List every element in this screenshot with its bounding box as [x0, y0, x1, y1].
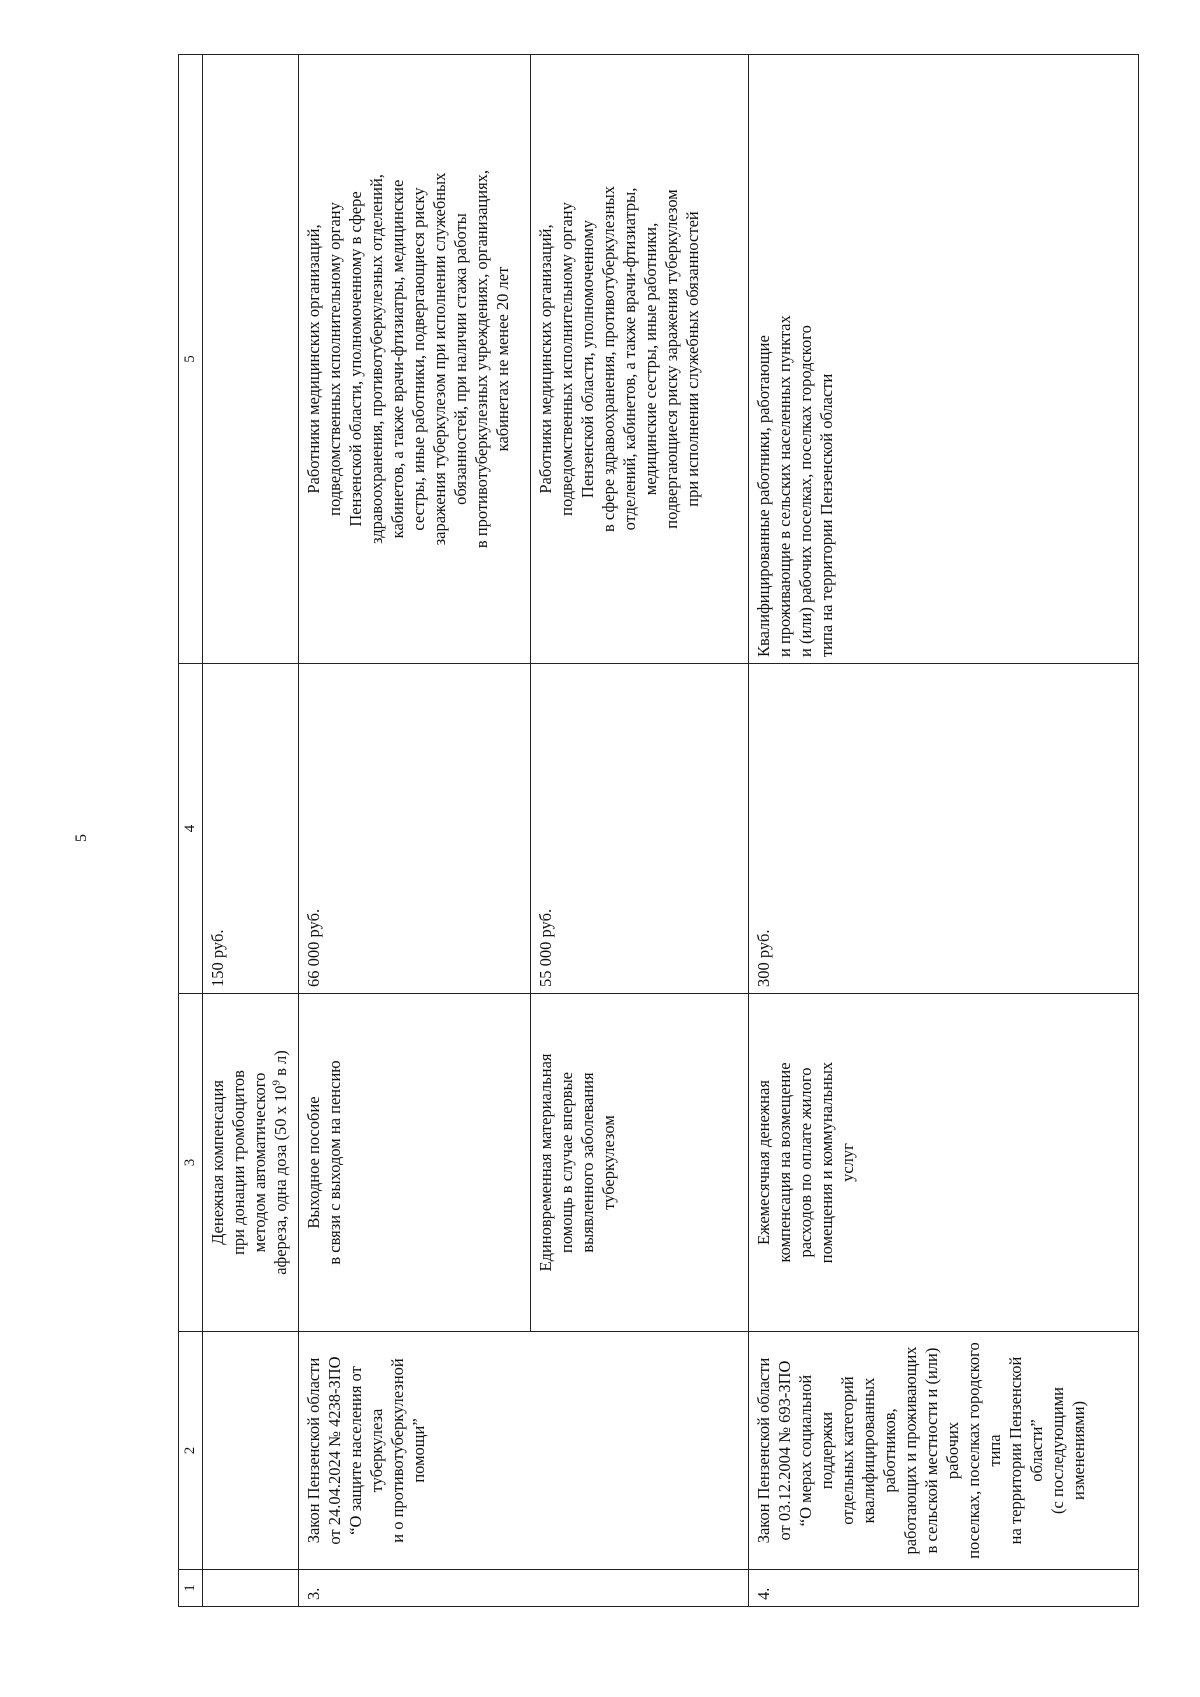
row4-amount-cell: 300 руб. [749, 664, 1139, 994]
row4-law-line: (с последующими изменениями) [1048, 1387, 1088, 1514]
continued-benefit-line: при донации тромбоцитов [229, 1070, 248, 1255]
rotated-table-wrapper [178, 55, 1138, 1607]
continued-benefit-line: Денежная компенсация [208, 1080, 227, 1245]
col-header-1: 1 [179, 1570, 203, 1607]
row3b-benefit-line: помощь в случае впервые [557, 1072, 576, 1254]
row4-recipients-line: Квалифицированные работники, работающие [754, 335, 773, 657]
row3a-recipients-line: здравоохранения, противотуберкулезных отделений, [367, 174, 386, 544]
row3a-recipients-line: в противотуберкулезных учреждениях, организациях, [472, 169, 491, 549]
page-number: 5 [73, 834, 90, 842]
row3a-recipients-line: кабинетов, а также врачи-фтизиатры, медицинские [388, 179, 407, 539]
row3-law-line: и о противотуберкулезной помощи” [388, 1358, 428, 1543]
benefits-table [178, 54, 1139, 1607]
column-number-header [179, 55, 203, 1607]
row3a-recipients-line: Работники медицинских организаций, [304, 224, 323, 494]
continued-recipients-cell [203, 55, 299, 664]
row3b-recipients-cell [531, 55, 749, 664]
dose-exponent: 9 [270, 1080, 283, 1086]
row4-law-line: Закон Пензенской области [754, 1357, 773, 1544]
row3-num-cell: 3. [299, 1570, 749, 1607]
continued-benefit-cell [203, 994, 299, 1332]
row4-law-line: отдельных категорий [838, 1376, 857, 1525]
row3a-recipients-line: сестры, иные работники, подвергающиеся риску [409, 187, 428, 531]
row3a-recipients-cell [299, 55, 531, 664]
row3b-recipients-line: подведомственных исполнительному органу [557, 202, 576, 516]
row3-law-cell [299, 1332, 749, 1570]
col-header-2: 2 [179, 1332, 203, 1570]
row3-law-line: Закон Пензенской области [304, 1357, 323, 1544]
table-row-3a [299, 55, 531, 1607]
row3b-benefit-line: туберкулезом [599, 1115, 618, 1210]
row3b-recipients-line: Работники медицинских организаций, [536, 224, 555, 494]
col-header-3: 3 [179, 994, 203, 1332]
row4-benefit-line: Ежемесячная денежная [754, 1080, 773, 1245]
row3a-recipients-line: подведомственных исполнительному органу [325, 202, 344, 516]
row3a-benefit-line: Выходное пособие [304, 1096, 323, 1229]
row3a-recipients-line: Пензенской области, уполномоченному в сфере [346, 191, 365, 527]
row4-recipients-line: и проживающие в сельских населенных пунктах [775, 315, 794, 657]
row4-num-cell: 4. [749, 1570, 1139, 1607]
dose-prefix: афереза, одна доза (50 х 10 [271, 1085, 290, 1275]
row3a-benefit-line: в связи с выходом на пенсию [325, 1060, 344, 1265]
continued-law-cell [203, 1332, 299, 1570]
row4-law-line: на территории Пензенской области” [1006, 1356, 1046, 1545]
row3-law-line: от 24.04.2024 № 4238-ЗПО [325, 1356, 344, 1545]
dose-suffix: в л) [271, 1050, 290, 1081]
row3b-recipients-line: при исполнении служебных обязанностей [683, 211, 702, 507]
row4-recipients-line: и (или) рабочих поселках, поселках городского [796, 325, 815, 657]
row3b-benefit-line: Единовременная материальная [536, 1053, 555, 1272]
row3a-recipients-line: обязанностей, при наличии стажа работы [451, 213, 470, 505]
row4-law-line: в сельской местности и (или) рабочих [922, 1347, 962, 1554]
continued-num-cell [203, 1570, 299, 1607]
row4-law-line: работающих и проживающих [901, 1346, 920, 1555]
row3b-recipients-line: медицинские сестры, иные работники, [641, 222, 660, 496]
row4-law-cell [749, 1332, 1139, 1570]
row4-law-line: квалифицированных работников, [859, 1377, 899, 1524]
row3a-amount-cell: 66 000 руб. [299, 664, 531, 994]
row4-recipients-line: типа на территории Пензенской области [817, 373, 836, 657]
table-row-continued [203, 55, 299, 1607]
row3-law-line: “О защите населения от туберкулеза [346, 1366, 386, 1535]
row4-benefit-line: услуг [838, 1143, 857, 1182]
row3a-recipients-line: кабинетах не менее 20 лет [493, 266, 512, 452]
row3b-recipients-line: Пензенской области, уполномоченному [578, 219, 597, 499]
row3b-recipients-line: отделений, кабинетов, а также врачи-фтизиатры, [620, 187, 639, 531]
continued-dose-line [270, 1000, 291, 1325]
row4-benefit-cell [749, 994, 1139, 1332]
row4-benefit-line: расходов по оплате жилого [796, 1067, 815, 1258]
row3b-amount-cell: 55 000 руб. [531, 664, 749, 994]
row4-recipients-cell [749, 55, 1139, 664]
row3b-benefit-line: выявленного заболевания [578, 1072, 597, 1253]
table-row-4 [749, 55, 1139, 1607]
row3b-benefit-cell [531, 994, 749, 1332]
continued-benefit-line: методом автоматического [250, 1072, 269, 1253]
col-header-4: 4 [179, 664, 203, 994]
row4-benefit-line: помещения и коммунальных [817, 1061, 836, 1264]
row4-law-line: от 03.12.2004 № 693-ЗПО [775, 1360, 794, 1541]
col-header-5: 5 [179, 55, 203, 664]
row4-law-line: поселках, поселках городского типа [964, 1342, 1004, 1559]
row4-law-line: “О мерах социальной поддержки [796, 1374, 836, 1527]
row3b-recipients-line: в сфере здравоохранения, противотуберкулезных [599, 186, 618, 532]
row3a-recipients-line: заражения туберкулезом при исполнении служебных [430, 172, 449, 546]
row3b-recipients-line: подвергающиеся риску заражения туберкулезом [662, 189, 681, 529]
continued-amount-cell: 150 руб. [203, 664, 299, 994]
row3a-benefit-cell [299, 994, 531, 1332]
row4-benefit-line: компенсация на возмещение [775, 1062, 794, 1263]
